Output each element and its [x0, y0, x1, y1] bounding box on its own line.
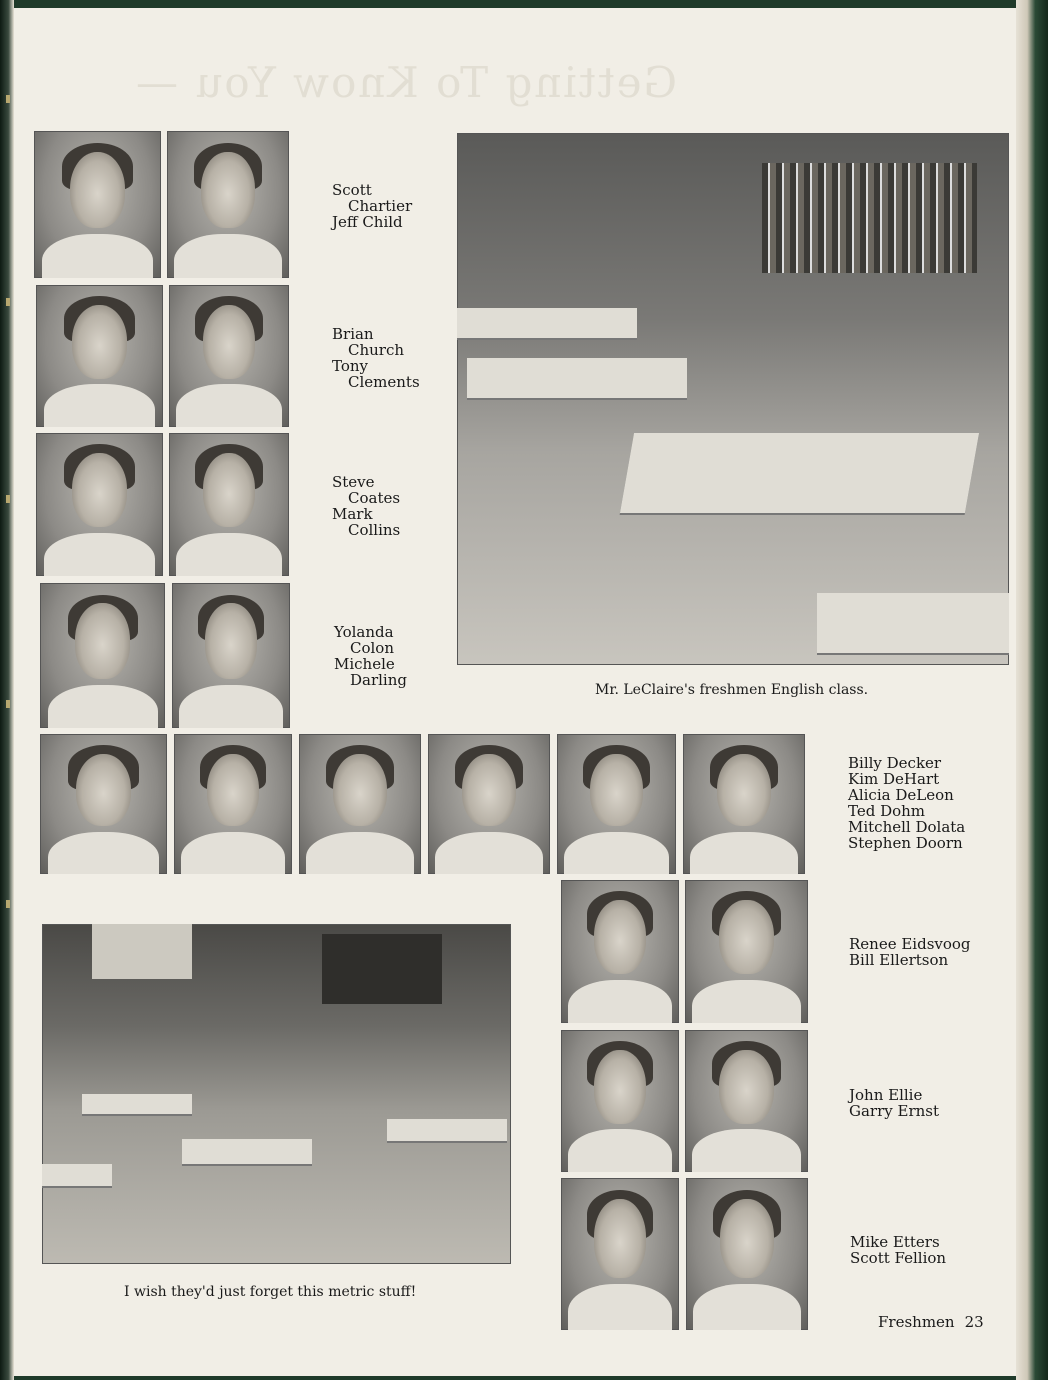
portrait-alicia-deleon [299, 734, 421, 874]
name-last: Church [348, 341, 405, 359]
portrait-scott-fellion [686, 1178, 808, 1330]
portrait-brian-church [36, 285, 163, 427]
portrait-stephen-doorn [683, 734, 805, 874]
binding-mark [6, 298, 10, 306]
name-full: Mike Etters [850, 1233, 940, 1251]
names-row-2 [332, 326, 420, 390]
page-folio [878, 1313, 984, 1331]
portrait-tony-clements [169, 285, 289, 427]
portrait-bill-ellertson [685, 880, 808, 1023]
portrait-jeff-child [167, 131, 289, 278]
name-full: Stephen Doorn [848, 834, 963, 852]
metric-caption: I wish they'd just forget this metric stuff! [124, 1284, 417, 1300]
yearbook-page [14, 8, 1016, 1376]
portrait-steve-coates [36, 433, 163, 576]
names-row-4 [334, 624, 407, 688]
portrait-yolanda-colon [40, 583, 165, 728]
name-full: Renee Eidsvoog [849, 935, 971, 953]
portrait-mike-etters [561, 1178, 679, 1330]
portrait-billy-decker [40, 734, 167, 874]
portrait-renee-eidsvoog [561, 880, 679, 1023]
name-first: Yolanda [334, 623, 394, 641]
name-full: Billy Decker [848, 754, 942, 772]
name-full: Garry Ernst [849, 1102, 940, 1120]
english-class-caption: Mr. LeClaire's freshmen English class. [595, 682, 869, 698]
page-number: 23 [964, 1313, 984, 1331]
name-full: Alicia DeLeon [848, 786, 954, 804]
portrait-scott-chartier [34, 131, 161, 278]
binding-mark [6, 900, 10, 908]
portrait-ted-dohm [428, 734, 550, 874]
name-full: Mitchell Dolata [848, 818, 966, 836]
portrait-michele-darling [172, 583, 290, 728]
english-class-photo [457, 133, 1009, 665]
name-last: Darling [350, 671, 407, 689]
section-name: Freshmen [878, 1313, 955, 1331]
page-edge [1016, 0, 1048, 1380]
names-row-8 [850, 1234, 946, 1266]
name-last: Coates [348, 489, 401, 507]
names-row-3 [332, 474, 400, 538]
name-first: Michele [334, 655, 395, 673]
name-first: Steve [332, 473, 375, 491]
portrait-john-ellie [561, 1030, 679, 1172]
book-spine [0, 0, 14, 1380]
names-row-5 [848, 755, 965, 851]
name-full: Scott Fellion [850, 1249, 947, 1267]
metric-class-photo [42, 924, 511, 1264]
name-first: Brian [332, 325, 374, 343]
name-last: Colon [350, 639, 394, 657]
name-full: Kim DeHart [848, 770, 940, 788]
name-last: Clements [348, 373, 420, 391]
portrait-mitchell-dolata [557, 734, 676, 874]
name-first: Mark [332, 505, 373, 523]
portrait-garry-ernst [685, 1030, 808, 1172]
binding-mark [6, 700, 10, 708]
binding-mark [6, 495, 10, 503]
portrait-mark-collins [169, 433, 289, 576]
binding-mark [6, 95, 10, 103]
names-row-7 [849, 1087, 939, 1119]
name-last: Collins [348, 521, 401, 539]
name-full: Jeff Child [332, 213, 403, 231]
bleed-through-title: Getting To Know You — [134, 58, 678, 107]
name-full: Ted Dohm [848, 802, 926, 820]
name-first: Scott [332, 181, 372, 199]
name-full: Bill Ellertson [849, 951, 949, 969]
name-first: Tony [332, 357, 369, 375]
names-row-1 [332, 182, 412, 230]
name-last: Chartier [348, 197, 413, 215]
portrait-kim-dehart [174, 734, 292, 874]
name-full: John Ellie [849, 1086, 923, 1104]
names-row-6 [849, 936, 971, 968]
